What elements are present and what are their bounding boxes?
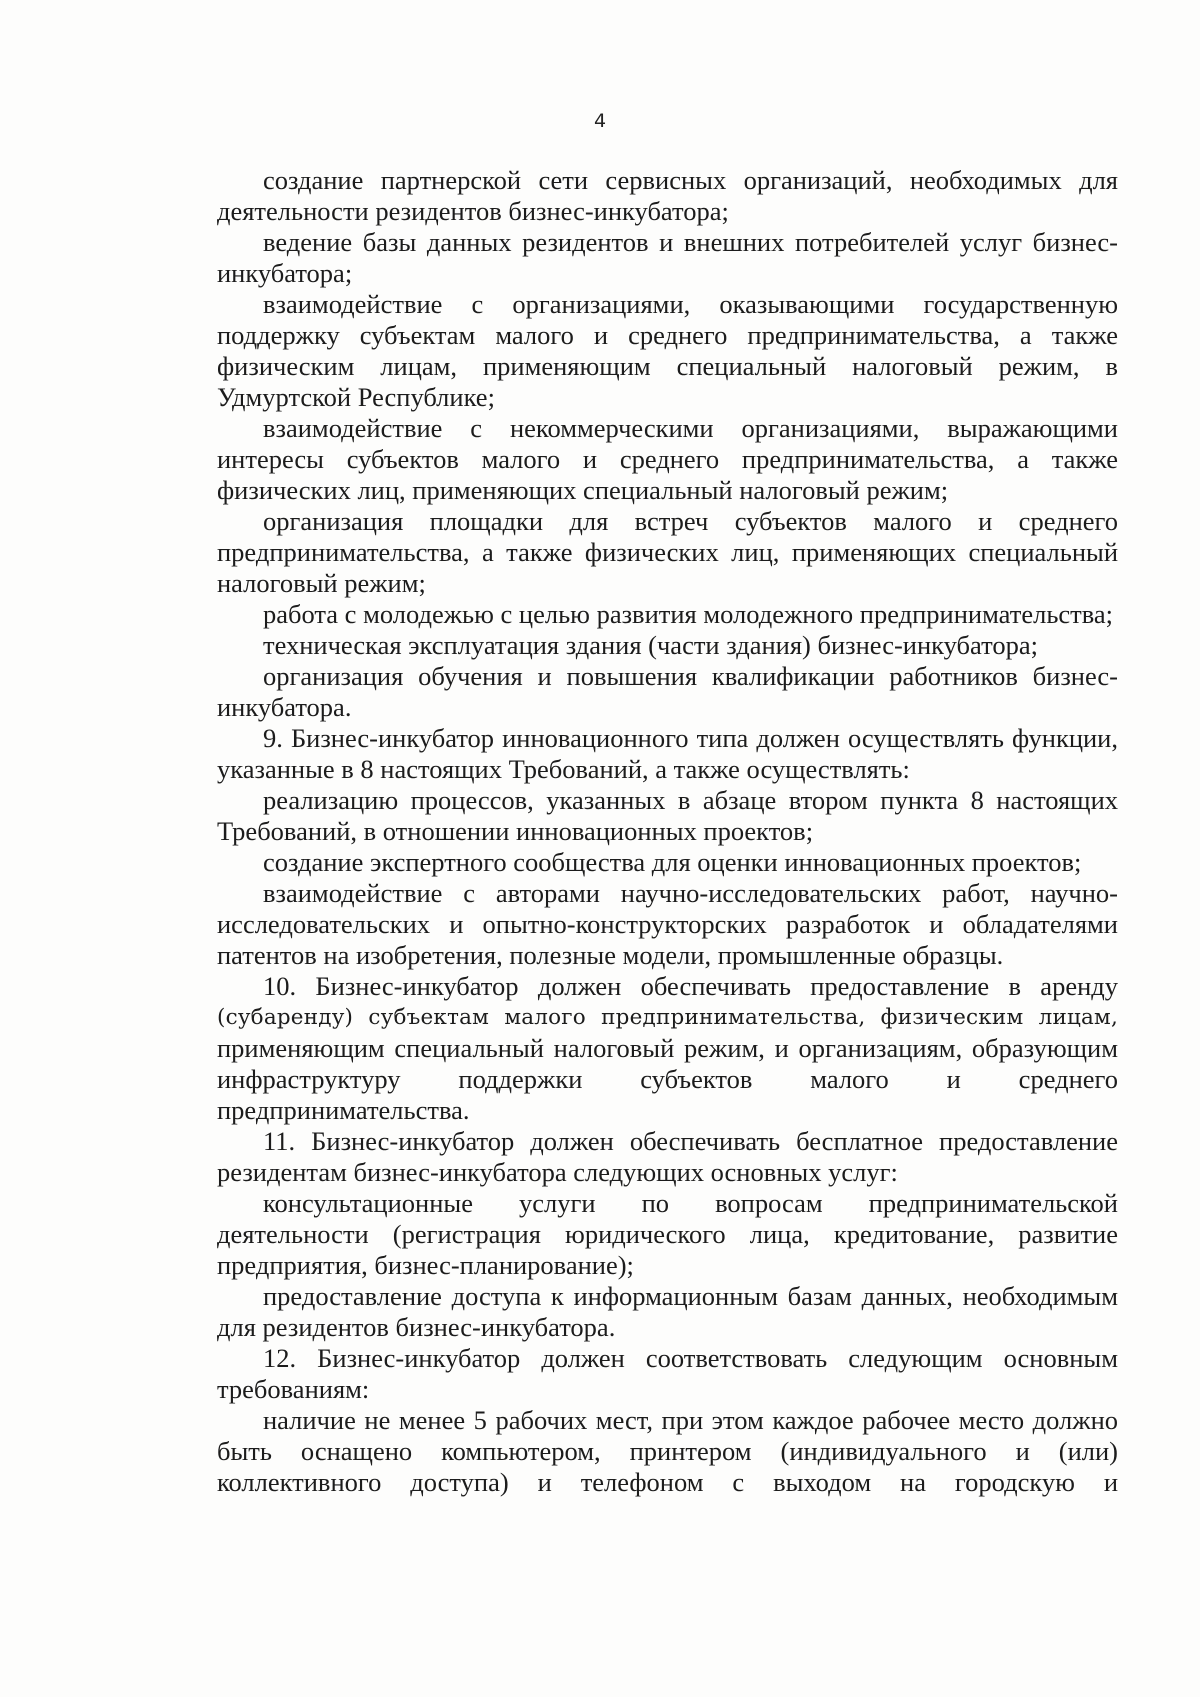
paragraph-item-12: 12. Бизнес-инкубатор должен соответствовать следующим основным требованиям: <box>217 1343 1118 1404</box>
paragraph-database-access: предоставление доступа к информационным базам данных, необходимым для резидентов бизнес-инкубатора. <box>217 1281 1118 1342</box>
paragraph-database: ведение базы данных резидентов и внешних потребителей услуг бизнес-инкубатора; <box>217 227 1118 288</box>
paragraph-consulting: консультационные услуги по вопросам предпринимательской деятельности (регистрация юридического лица, кредитование, развитие предприятия, бизнес-планирование); <box>217 1188 1118 1280</box>
paragraph-expert-community: создание экспертного сообщества для оценки инновационных проектов; <box>263 847 1082 877</box>
paragraph-youth: работа с молодежью с целью развития молодежного предпринимательства; <box>263 599 1114 629</box>
paragraph-processes: реализацию процессов, указанных в абзаце втором пункта 8 настоящих Требований, в отношении инновационных проектов; <box>217 785 1118 846</box>
paragraph-authors: взаимодействие с авторами научно-исследовательских работ, научно-исследовательских и опытно-конструкторских разработок и обладателями патентов на изобретения, полезные модели, промышленные образцы. <box>217 878 1118 970</box>
page-number: 4 <box>593 110 607 132</box>
paragraph-item-10-line-2: (субаренду) субъектам малого предпринимательства, физическим лицам, <box>217 1005 1118 1030</box>
paragraph-state-support: взаимодействие с организациями, оказывающими государственную поддержку субъектам малого и среднего предпринимательства, а также физическим лицам, применяющим специальный налоговый режим, в Удмуртской Республике; <box>217 289 1118 412</box>
document-body <box>217 165 1118 1498</box>
paragraph-workplaces: наличие не менее 5 рабочих мест, при этом каждое рабочее место должно быть оснащено компьютером, принтером (индивидуального и (или) коллективного доступа) и телефоном с выходом на городскую и <box>217 1405 1118 1497</box>
paragraph-item-10-line-1: 10. Бизнес-инкубатор должен обеспечивать предоставление в аренду <box>263 971 1118 1001</box>
paragraph-meeting-venue: организация площадки для встреч субъектов малого и среднего предпринимательства, а также физических лиц, применяющих специальный налоговый режим; <box>217 506 1118 598</box>
paragraph-item-9: 9. Бизнес-инкубатор инновационного типа должен осуществлять функции, указанные в 8 настоящих Требований, а также осуществлять: <box>217 723 1118 784</box>
paragraph-partner-network: создание партнерской сети сервисных организаций, необходимых для деятельности резидентов бизнес-инкубатора; <box>217 165 1118 226</box>
paragraph-item-10-rest: применяющим специальный налоговый режим, и организациям, образующим инфраструктуру поддержки субъектов малого и среднего предпринимательства. <box>217 1033 1118 1125</box>
paragraph-item-11: 11. Бизнес-инкубатор должен обеспечивать бесплатное предоставление резидентам бизнес-инкубатора следующих основных услуг: <box>217 1126 1118 1187</box>
paragraph-training: организация обучения и повышения квалификации работников бизнес-инкубатора. <box>217 661 1118 722</box>
paragraph-nonprofit: взаимодействие с некоммерческими организациями, выражающими интересы субъектов малого и среднего предпринимательства, а также физических лиц, применяющих специальный налоговый режим; <box>217 413 1118 505</box>
paragraph-building-operation: техническая эксплуатация здания (части здания) бизнес-инкубатора; <box>263 630 1038 660</box>
